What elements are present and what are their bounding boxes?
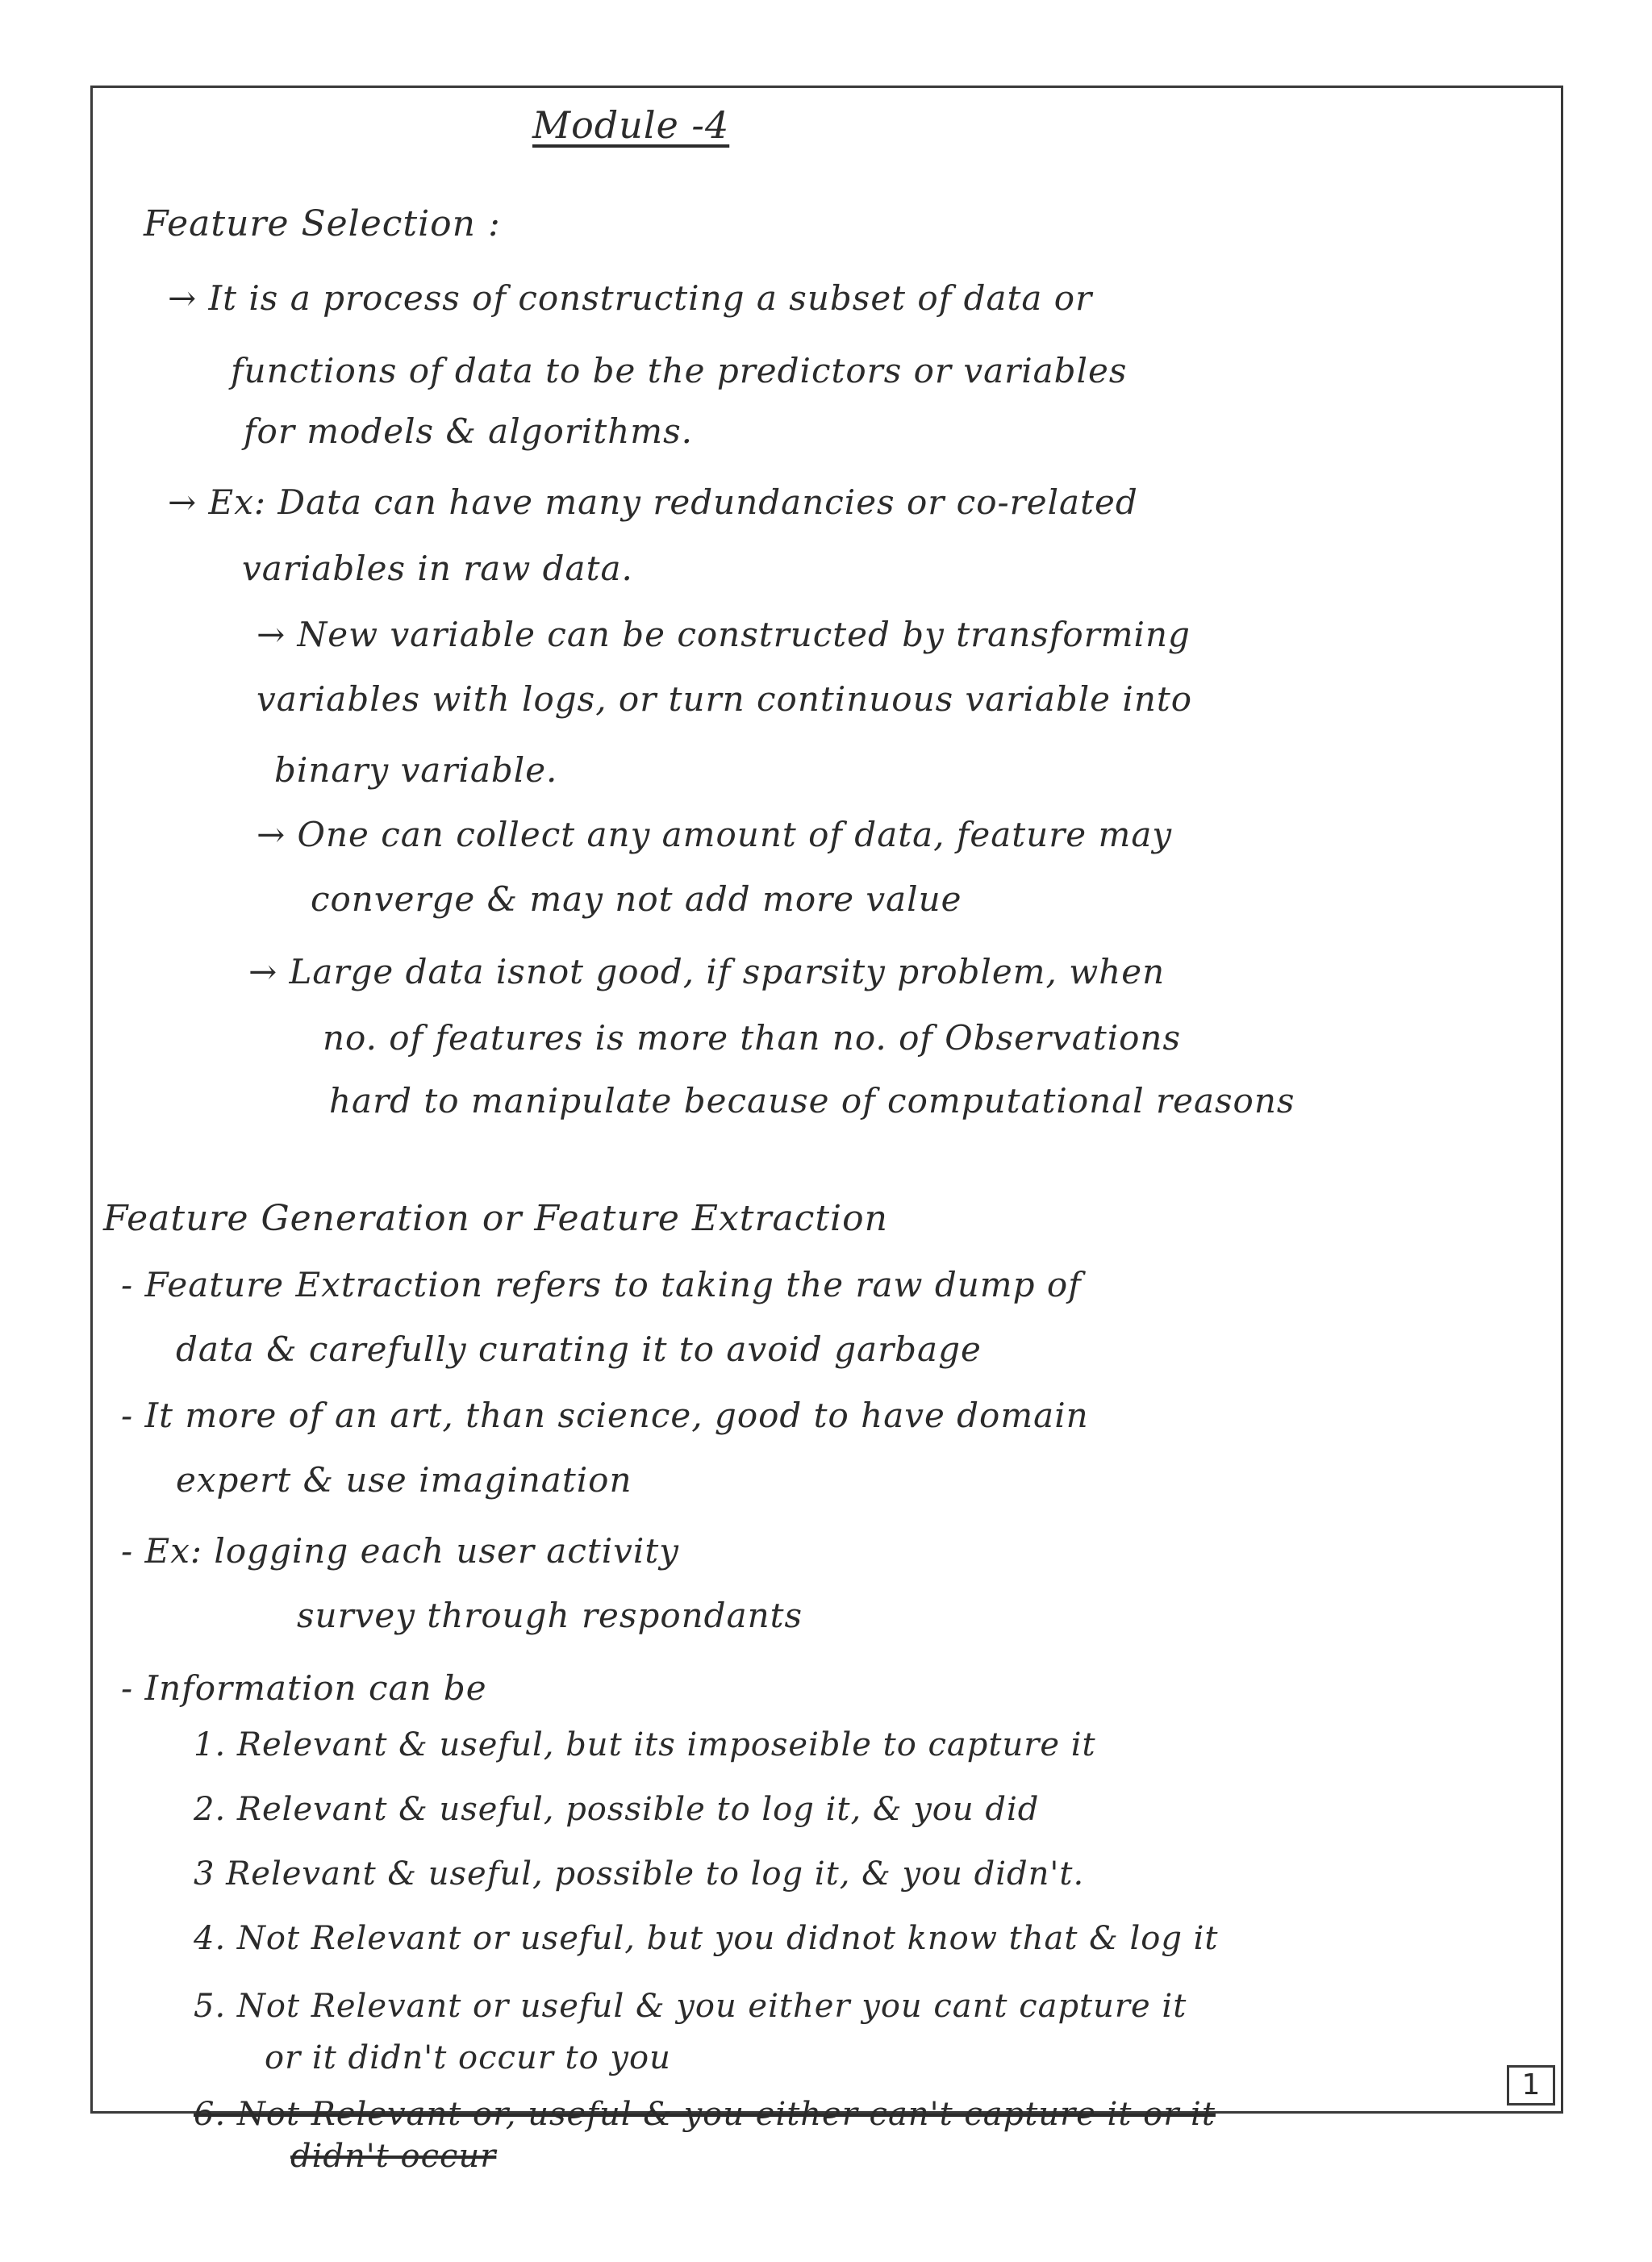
text-line: functions of data to be the predictors or variables	[231, 351, 1128, 390]
text-line: variables in raw data.	[242, 549, 633, 588]
page-number: 1	[1507, 2065, 1555, 2105]
list-item: or it didn't occur to you	[265, 2039, 671, 2076]
text-line: → One can collect any amount of data, feature may	[257, 815, 1173, 854]
list-item: 2. Relevant & useful, possible to log it, & you did	[194, 1791, 1040, 1828]
text-line: converge & may not add more value	[311, 879, 962, 919]
text-line: for models & algorithms.	[244, 411, 693, 451]
page-title: Module -4	[532, 103, 730, 147]
text-line: data & carefully curating it to avoid garbage	[176, 1329, 982, 1369]
list-item: 4. Not Relevant or useful, but you didnot know that & log it	[194, 1920, 1219, 1957]
text-line: survey through respondants	[297, 1596, 803, 1635]
list-item: 5. Not Relevant or useful & you either you cant capture it	[194, 1988, 1187, 2025]
text-line: no. of features is more than no. of Observations	[323, 1018, 1182, 1058]
text-line: - Ex: logging each user activity	[121, 1531, 679, 1571]
text-line: - It more of an art, than science, good to have domain	[121, 1396, 1089, 1435]
text-line: binary variable.	[274, 750, 558, 790]
struck-list-item: didn't occur	[290, 2138, 497, 2175]
text-line: expert & use imagination	[176, 1460, 632, 1500]
text-line: - Feature Extraction refers to taking the raw dump of	[121, 1265, 1082, 1304]
section-heading-feature-selection: Feature Selection :	[144, 203, 501, 244]
section-heading-feature-generation: Feature Generation or Feature Extraction	[103, 1198, 888, 1239]
list-item: 1. Relevant & useful, but its imposeible to capture it	[194, 1726, 1096, 1763]
struck-list-item: 6. Not Relevant or, useful & you either can't capture it or it	[194, 2096, 1216, 2133]
text-line: → Large data isnot good, if sparsity problem, when	[248, 952, 1166, 991]
text-line: → New variable can be constructed by transforming	[257, 615, 1191, 654]
list-item: 3 Relevant & useful, possible to log it, & you didn't.	[194, 1855, 1085, 1893]
text-line: → It is a process of constructing a subset of data or	[168, 278, 1093, 318]
text-line: hard to manipulate because of computational reasons	[329, 1081, 1295, 1121]
text-line: - Information can be	[121, 1668, 487, 1708]
text-line: variables with logs, or turn continuous variable into	[257, 679, 1193, 719]
text-line: → Ex: Data can have many redundancies or co-related	[168, 482, 1138, 522]
